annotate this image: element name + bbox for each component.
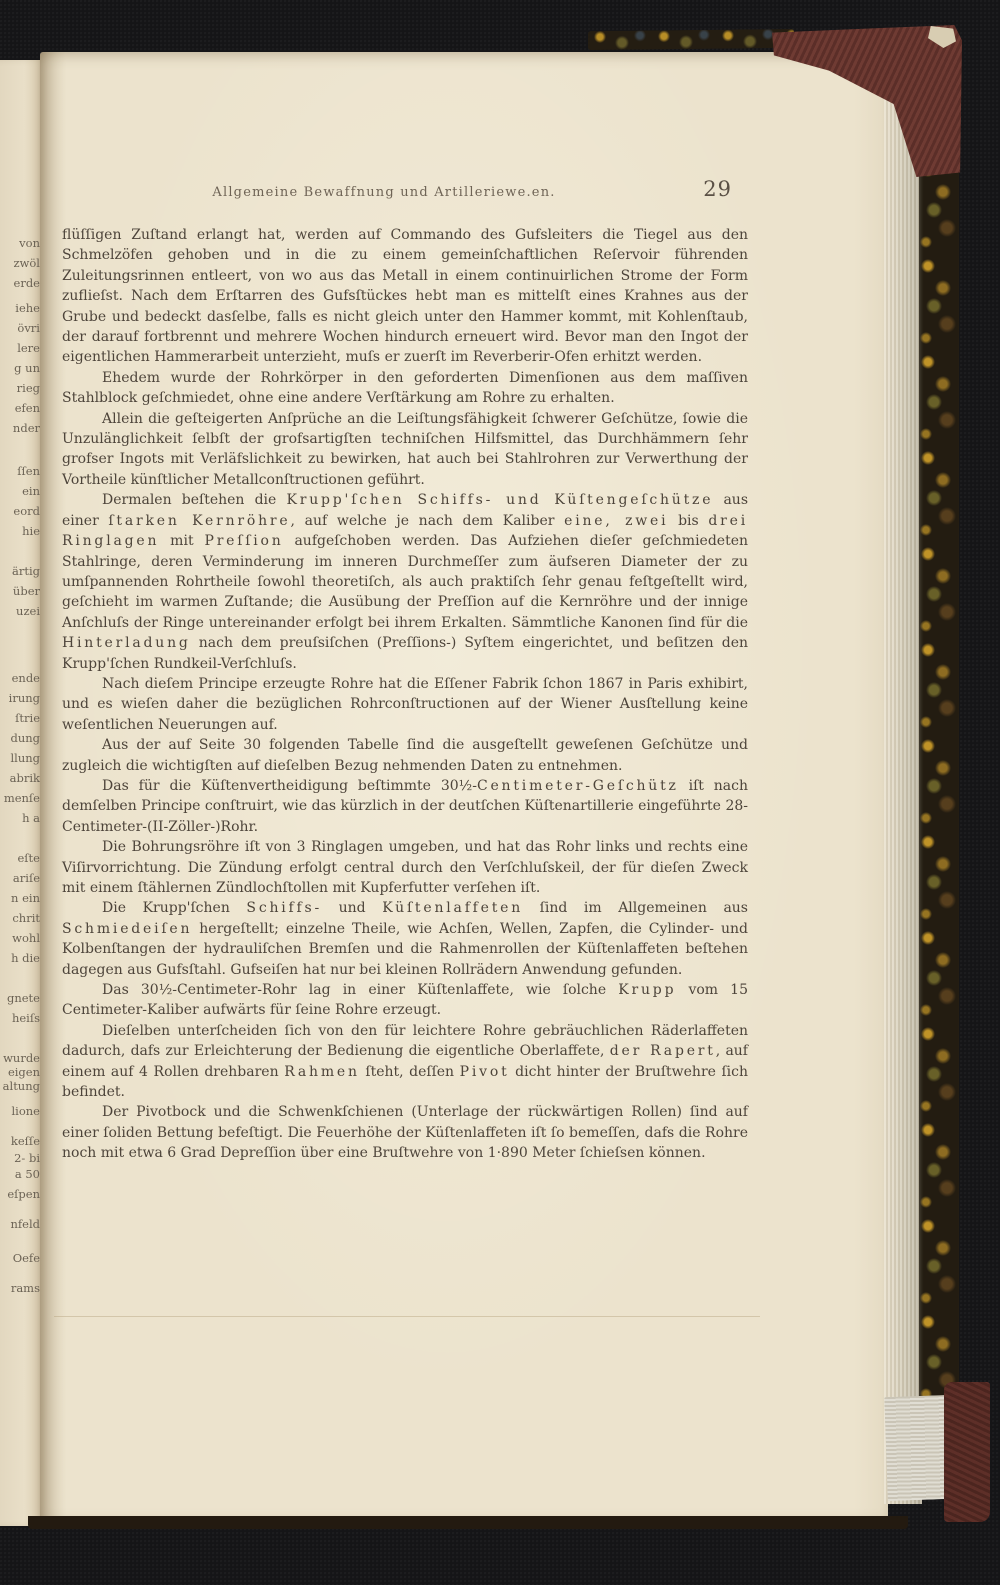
margin-text-fragment: gnete	[6, 991, 40, 1005]
text-run: aus einer	[62, 492, 749, 529]
margin-text-fragment: nder	[12, 421, 40, 435]
letterspaced-term: eine, zwei	[564, 512, 669, 529]
paragraph	[62, 776, 748, 837]
margin-text-fragment: ariſe	[12, 871, 40, 885]
text-run: vom 15 Centimeter-Kaliber aufwärts für ſeine Rohre erzeugt.	[62, 982, 748, 1019]
book-page	[40, 52, 888, 1525]
text-run: flüſſigen Zuſtand erlangt hat, werden auf Commando des Gufsleiters die Tiegel aus den Schmelzöfen gehoben und in die zu einem gemeinſchaftlichen Reſervoir führenden Zuleitungsrinnen entleert, von wo aus das Metall in einem continuirlichen Strome der Form zuflieſst. Nach dem Erſtarren des Gufsſtückes hebt man es mittelſt eines Krahnes aus der Grube und bedeckt dasſelbe, falls es nicht gleich unter den Hammer kommt, mit Kohlenſtaub, der darauf fortbrennt und mehrere Wochen hindurch erneuert wird. Bevor man den Ingot der eigentlichen Hammerarbeit unterzieht, muſs er zuerſt im Reverberir-Ofen erhitzt werden.	[62, 227, 748, 366]
letterspaced-term: Schiffs-	[246, 900, 323, 917]
text-run: Das für die Küſtenvertheidigung beſtimmte 30½-	[102, 777, 477, 794]
letterspaced-term: Rahmen	[284, 1063, 360, 1080]
margin-text-fragment: wohl	[12, 931, 40, 945]
adjacent-page-edge	[0, 60, 44, 1526]
margin-text-fragment: a 50	[14, 1167, 40, 1181]
margin-text-fragment: lione	[11, 1104, 40, 1118]
paragraph	[62, 980, 748, 1021]
text-run: Allein die geſteigerten Anſprüche an die Leiſtungsfähigkeit ſchwerer Geſchütze, ſowie die Unzulänglichkeit ſelbſt der grofsartigſten techniſchen Hilfsmittel, das Durchhämmern ſehr grofser Ingots mit Verläfslichkeit zu bewirken, hat auch bei Stahlrohren zur Verwerthung der Vortheile künſtlicher Metallconſtructionen geführt.	[62, 410, 748, 488]
margin-text-fragment: eſte	[17, 851, 40, 865]
margin-text-fragment: altung	[2, 1079, 40, 1093]
text-run: Die Bohrungsröhre iſt von 3 Ringlagen umgeben, und hat das Rohr links und rechts eine Viſirvorrichtung. Die Zündung erfolgt central durch den Verſchluſskeil, der für dieſen Zweck mit einem ſtählernen Zündlochſtollen mit Kupferfutter verſehen iſt.	[62, 839, 748, 896]
margin-text-fragment: rams	[10, 1281, 40, 1295]
margin-text-fragment: ende	[11, 671, 40, 685]
letterspaced-term: ſtarken Kernröhre	[108, 512, 291, 529]
margin-text-fragment: g un	[14, 361, 40, 375]
text-run: iſt nach demſelben Principe conſtruirt, wie das kürzlich in der deutſchen Küſtenartillerie eingeführte 28-Centimeter-(II-Zöller-)Rohr.	[62, 777, 749, 835]
margin-text-fragment: llung	[10, 751, 40, 765]
margin-text-fragment: lere	[17, 341, 40, 355]
chapter-title: Allgemeine Bewaffnung und Artilleriewe.en.	[212, 185, 556, 200]
marbled-cover-edge	[919, 158, 959, 1398]
text-run: und	[322, 900, 383, 917]
text-run: Dieſelben unterſcheiden ſich von den für leichtere Rohre gebräuchlichen Räderlaffeten dadurch, dafs zur Erleichterung der Bedienung die eigentliche Oberlaffete,	[62, 1022, 748, 1060]
text-run: Der Pivotbock und die Schwenkſchienen (Unterlage der rückwärtigen Rollen) ſind auf einer ſoliden Bettung befeſtigt. Die Feuerhöhe der Küſtenlaffeten iſt ſo bemeſſen, dafs die Rohre noch mit etwa 6 Grad Depreſſion über eine Bruſtwehre von 1·890 Meter ſchieſsen können.	[62, 1104, 748, 1162]
letterspaced-term: drei Ringlagen	[62, 512, 748, 550]
margin-text-fragment: efen	[14, 401, 40, 415]
page-bottom-edge-shadow	[28, 1516, 908, 1529]
letterspaced-term: Pivot	[459, 1063, 510, 1080]
letterspaced-term: Krupp	[618, 982, 677, 999]
marbled-cover-top-edge	[588, 29, 794, 50]
text-run: ſind im Allgemeinen aus	[523, 900, 748, 917]
paragraph	[62, 674, 748, 735]
paragraph	[62, 225, 748, 368]
page-edge-stack	[884, 92, 922, 1504]
margin-text-fragment: chrit	[12, 911, 40, 925]
margin-text-fragment: menſe	[3, 791, 40, 805]
margin-text-fragment: h die	[11, 951, 40, 965]
margin-text-fragment: ein	[22, 484, 40, 498]
margin-text-fragment: rieg	[16, 381, 40, 395]
letterspaced-term: Centimeter-Geſchütz	[476, 777, 679, 794]
margin-text-fragment: eſpen	[7, 1187, 40, 1201]
letterspaced-term: Schmiedeiſen	[62, 920, 193, 937]
margin-text-fragment: ſtrie	[15, 711, 40, 725]
margin-text-fragment: 2- bi	[14, 1151, 40, 1165]
text-run: , auf einem auf 4 Rollen drehbaren	[62, 1043, 748, 1080]
margin-text-fragment: iehe	[15, 301, 40, 315]
letterspaced-term: Krupp'ſchen Schiffs- und Küſtengeſchütze	[286, 492, 714, 509]
letterspaced-term: Preſſion	[204, 533, 284, 550]
margin-text-fragment: heiſs	[11, 1011, 40, 1025]
margin-text-fragment: nfeld	[10, 1217, 40, 1231]
text-run: , auf welche je nach dem Kaliber	[290, 512, 565, 529]
paragraph	[62, 368, 748, 409]
margin-text-fragment: eord	[13, 504, 40, 518]
page-stack-bottom-corner	[884, 1395, 952, 1501]
text-run: Das 30½-Centimeter-Rohr lag in einer Küſtenlaffete, wie ſolche	[102, 982, 619, 999]
paragraph	[62, 1102, 748, 1163]
paragraph	[62, 1021, 748, 1103]
text-run: aufgeſchoben werden. Das Aufziehen dieſer geſchmiedeten Stahlringe, deren Verminderung im inneren Durchmeſſer zum äufseren Diameter der zu umſpannenden Rohrtheile ſowohl theoretiſch, als auch praktiſch ſehr genau feſtgeſtellt wird, geſchieht im warmen Zuſtande; die Ausübung der Preſſion auf die Kernröhre und der innige Anſchluſs der Ringe untereinander erfolgt bei ihrem Erkalten. Sämmtliche Kanonen ſind für die	[62, 533, 749, 631]
letterspaced-term: der Rapert	[609, 1043, 716, 1060]
text-run: mit	[159, 533, 205, 550]
paragraph	[62, 409, 748, 491]
margin-text-fragment: ärtig	[11, 564, 40, 578]
paragraph	[62, 490, 748, 674]
text-run: dicht hinter der Bruſtwehre ſich befindet.	[62, 1063, 749, 1101]
text-run: Die Krupp'ſchen	[102, 900, 247, 917]
text-run: Nach dieſem Principe erzeugte Rohre hat die Eſſener Fabrik ſchon 1867 in Paris exhibirt, und es wieſen daher die bezüglichen Rohrconſtructionen auf der Wiener Ausſtellung keine weſentlichen Neuerungen auf.	[62, 675, 748, 733]
text-run: Aus der auf Seite 30 folgenden Tabelle ſind die ausgeſtellt geweſenen Geſchütze und zugleich die wichtigſten auf dieſelben Bezug nehmenden Daten zu entnehmen.	[62, 737, 748, 774]
paragraph	[62, 735, 748, 776]
margin-text-fragment: hie	[22, 524, 40, 538]
margin-text-fragment: abrik	[9, 771, 40, 785]
text-run: Ehedem wurde der Rohrkörper in den geforderten Dimenſionen aus dem maſſiven Stahlblock geſchmiedet, ohne eine andere Verſtärkung am Rohre zu erhalten.	[62, 369, 748, 407]
body-text	[62, 225, 748, 1164]
margin-text-fragment: n ein	[11, 891, 40, 905]
margin-text-fragment: zwöl	[13, 256, 40, 270]
margin-text-fragment: eigen	[7, 1065, 40, 1079]
text-block-impression-line	[54, 1316, 760, 1317]
margin-text-fragment: övri	[17, 321, 40, 335]
text-run: bis	[668, 512, 709, 529]
letterspaced-term: Hinterladung	[62, 635, 191, 652]
margin-text-fragment: von	[19, 236, 40, 250]
paragraph	[62, 837, 748, 898]
text-run: nach dem preuſsiſchen (Preſſions-) Syſtem eingerichtet, und beſitzen den Krupp'ſchen Rundkeil-Verſchluſs.	[62, 635, 748, 672]
margin-text-fragment: uzei	[16, 604, 40, 618]
letterspaced-term: Küſtenlaffeten	[382, 900, 524, 917]
paragraph	[62, 898, 748, 980]
leather-cover-corner-bottom	[944, 1382, 990, 1522]
margin-text-fragment: h a	[22, 811, 40, 825]
margin-text-fragment: keſſe	[10, 1134, 40, 1148]
margin-text-fragment: erde	[13, 276, 40, 290]
running-header	[62, 177, 746, 207]
margin-text-fragment: ſſen	[17, 464, 40, 478]
text-run: ſteht, deſſen	[359, 1063, 460, 1080]
margin-text-fragment: Oefe	[12, 1251, 40, 1265]
margin-text-fragment: dung	[10, 731, 40, 745]
margin-text-fragment: über	[12, 584, 40, 598]
text-run: hergeſtellt; einzelne Theile, wie Achſen, Wellen, Zapfen, die Cylinder- und Kolbenſtangen der hydrauliſchen Bremſen und die Rahmenrollen der Küſtenlaffeten beſtehen dagegen aus Gufsſtahl. Gufseiſen hat nur bei kleinen Rollrädern Anwendung gefunden.	[62, 920, 748, 978]
page-number: 29	[703, 177, 732, 201]
margin-text-fragment: wurde	[3, 1051, 40, 1065]
margin-text-fragment: irung	[8, 691, 40, 705]
text-run: Dermalen beſtehen die	[102, 492, 287, 509]
